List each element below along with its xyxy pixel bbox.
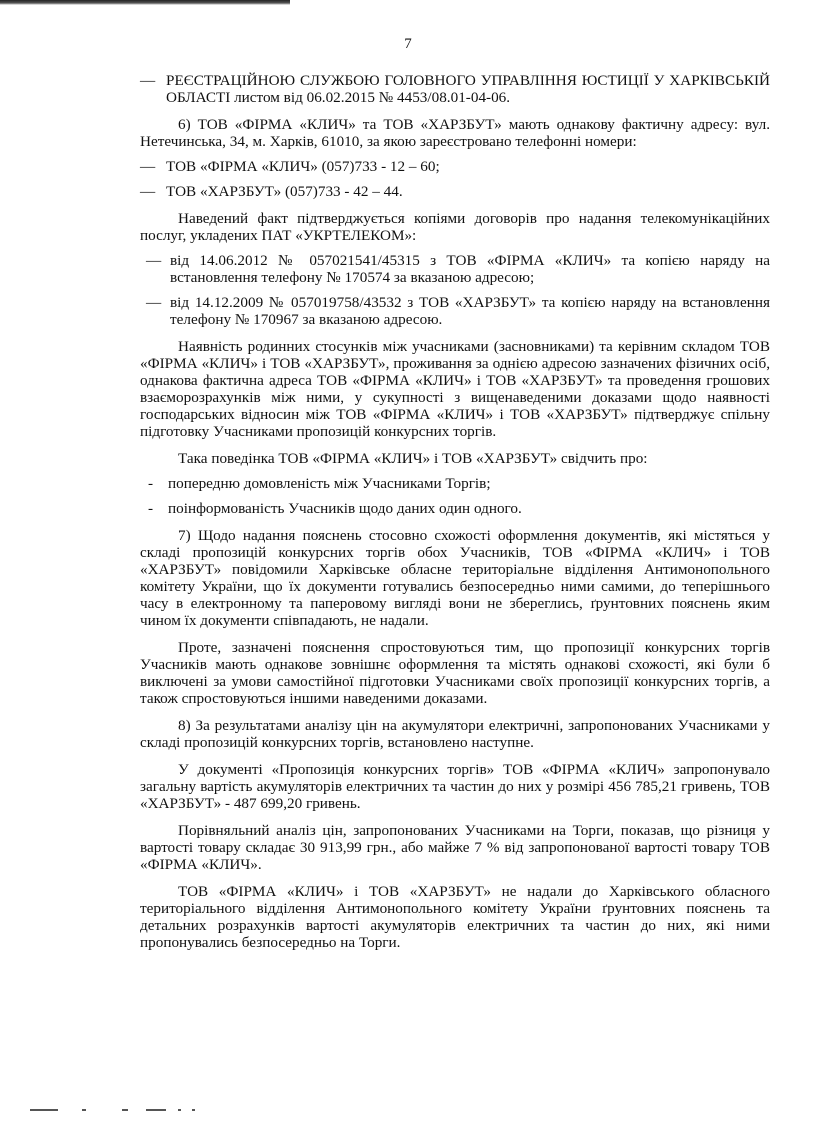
paragraph-6-same-address: 6) ТОВ «ФІРМА «КЛИЧ» та ТОВ «ХАРЗБУТ» мають однакову фактичну адресу: вул. Нетечинська, 34, м. Харків, 61010, за якою зареєстровано телефонні номери:: [140, 116, 770, 150]
hyphen-marker: -: [148, 500, 154, 517]
dash-marker: —: [146, 294, 162, 311]
scan-artifact-bottom: [30, 1109, 58, 1111]
paragraph-refutation: Проте, зазначені пояснення спростовуються тим, що пропозиції конкурсних торгів Учасників мають однакове зовнішнє оформлення та містять однакові схожості, які були б виключені за умови самостійної підготовки Учасниками своїх пропозиції конкурсних торгів, а також спростовуються іншими наведеними доказами.: [140, 639, 770, 707]
list-item-contract-klych: [140, 252, 770, 286]
contract-klych: від 14.06.2012 № 057021541/45315 з ТОВ «ФІРМА «КЛИЧ» та копією наряду на встановлення телефону № 170574 за вказаною адресою;: [170, 252, 770, 286]
paragraph-behavior-intro: Така поведінка ТОВ «ФІРМА «КЛИЧ» і ТОВ «ХАРЗБУТ» свідчить про:: [178, 450, 648, 467]
paragraph-registration-service: РЕЄСТРАЦІЙНОЮ СЛУЖБОЮ ГОЛОВНОГО УПРАВЛІННЯ ЮСТИЦІЇ У ХАРКІВСЬКІЙ ОБЛАСТІ листом від 06.02.2015 № 4453/08.01-04-06.: [166, 72, 770, 106]
phone-kharzbut: ТОВ «ХАРЗБУТ» (057)733 - 42 – 44.: [166, 183, 403, 200]
dash-marker: —: [146, 252, 162, 269]
dash-marker: —: [140, 183, 156, 200]
dash-marker: —: [140, 158, 156, 175]
awareness: поінформованість Учасників щодо даних один одного.: [168, 500, 522, 517]
hyphen-marker: -: [148, 475, 154, 492]
document-body: [140, 72, 770, 951]
scan-artifact-bottom: [82, 1109, 86, 1111]
list-item-phone-kharzbut: [140, 183, 770, 200]
paragraph-family-relations: Наявність родинних стосунків між учасниками (засновниками) та керівним складом ТОВ «ФІРМА «КЛИЧ» і ТОВ «ХАРЗБУТ», проживання за однією адресою зазначених фізичних осіб, однакова фактична адреса ТОВ «ФІРМА «КЛИЧ» і ТОВ «ХАРЗБУТ» та проведення грошових взаєморозрахунків між ними, у сукупності з вищенаведеними доказами щодо наявності господарських відносин між ТОВ «ФІРМА «КЛИЧ» і ТОВ «ХАРЗБУТ» підтверджує спільну підготовку Учасниками пропозицій конкурсних торгів.: [140, 338, 770, 440]
list-item-prior-agreement: [140, 475, 770, 492]
paragraph-8-price-analysis: 8) За результатами аналізу цін на акумулятори електричні, запропонованих Учасниками у складі пропозицій конкурсних торгів, встановлено наступне.: [140, 717, 770, 751]
paragraph-final-statement: ТОВ «ФІРМА «КЛИЧ» і ТОВ «ХАРЗБУТ» не надали до Харківського обласного територіального відділення Антимонопольного комітету України ґрунтовних пояснень та детальних розрахунків вартості акумуляторів електричних та частин до них, які ними пропонувались безпосередньо на Торги.: [140, 883, 770, 951]
paragraph-7-document-similarity: 7) Щодо надання пояснень стосовно схожості оформлення документів, які містяться у складі пропозицій конкурсних торгів обох Учасників, ТОВ «ФІРМА «КЛИЧ» і ТОВ «ХАРЗБУТ» повідомили Харківське обласне територіальне відділення Антимонопольного комітету України, що їх документи готувались безпосередньо ними самими, до теперішнього часу в електронному та паперовому вигляді вони не збереглись, ґрунтовних пояснень яким чином їх документи співпадають, не надали.: [140, 527, 770, 629]
page-number: 7: [404, 36, 412, 52]
scan-artifact-bottom: [146, 1109, 166, 1111]
paragraph-proposal-prices: У документі «Пропозиція конкурсних торгів» ТОВ «ФІРМА «КЛИЧ» запропонувало загальну вартість акумуляторів електричних та частин до них у розмірі 456 785,21 гривень, ТОВ «ХАРЗБУТ» - 487 699,20 гривень.: [140, 761, 770, 812]
list-item-phone-klych: [140, 158, 770, 175]
dash-marker: —: [140, 72, 156, 89]
list-item-awareness: [140, 500, 770, 517]
scan-edge-mark: [0, 0, 290, 5]
list-item-contract-kharzbut: [140, 294, 770, 328]
paragraph-price-comparison: Порівняльний аналіз цін, запропонованих Учасниками на Торги, показав, що різниця у вартості товару складає 30 913,99 грн., або майже 7 % від запропонованої вартості товару ТОВ «ФІРМА «КЛИЧ».: [140, 822, 770, 873]
scan-artifact-bottom: [122, 1109, 128, 1111]
contract-kharzbut: від 14.12.2009 № 057019758/43532 з ТОВ «ХАРЗБУТ» та копією наряду на встановлення телефону № 170967 за вказаною адресою.: [170, 294, 770, 328]
list-item-registration-service: [140, 72, 770, 106]
prior-agreement: попередню домовленість між Учасниками Торгів;: [168, 475, 491, 492]
paragraph-contracts-intro: Наведений факт підтверджується копіями договорів про надання телекомунікаційних послуг, укладених ПАТ «УКРТЕЛЕКОМ»:: [140, 210, 770, 244]
scan-artifact-bottom: [178, 1109, 181, 1111]
phone-klych: ТОВ «ФІРМА «КЛИЧ» (057)733 - 12 – 60;: [166, 158, 440, 175]
scan-artifact-bottom: [192, 1109, 195, 1111]
